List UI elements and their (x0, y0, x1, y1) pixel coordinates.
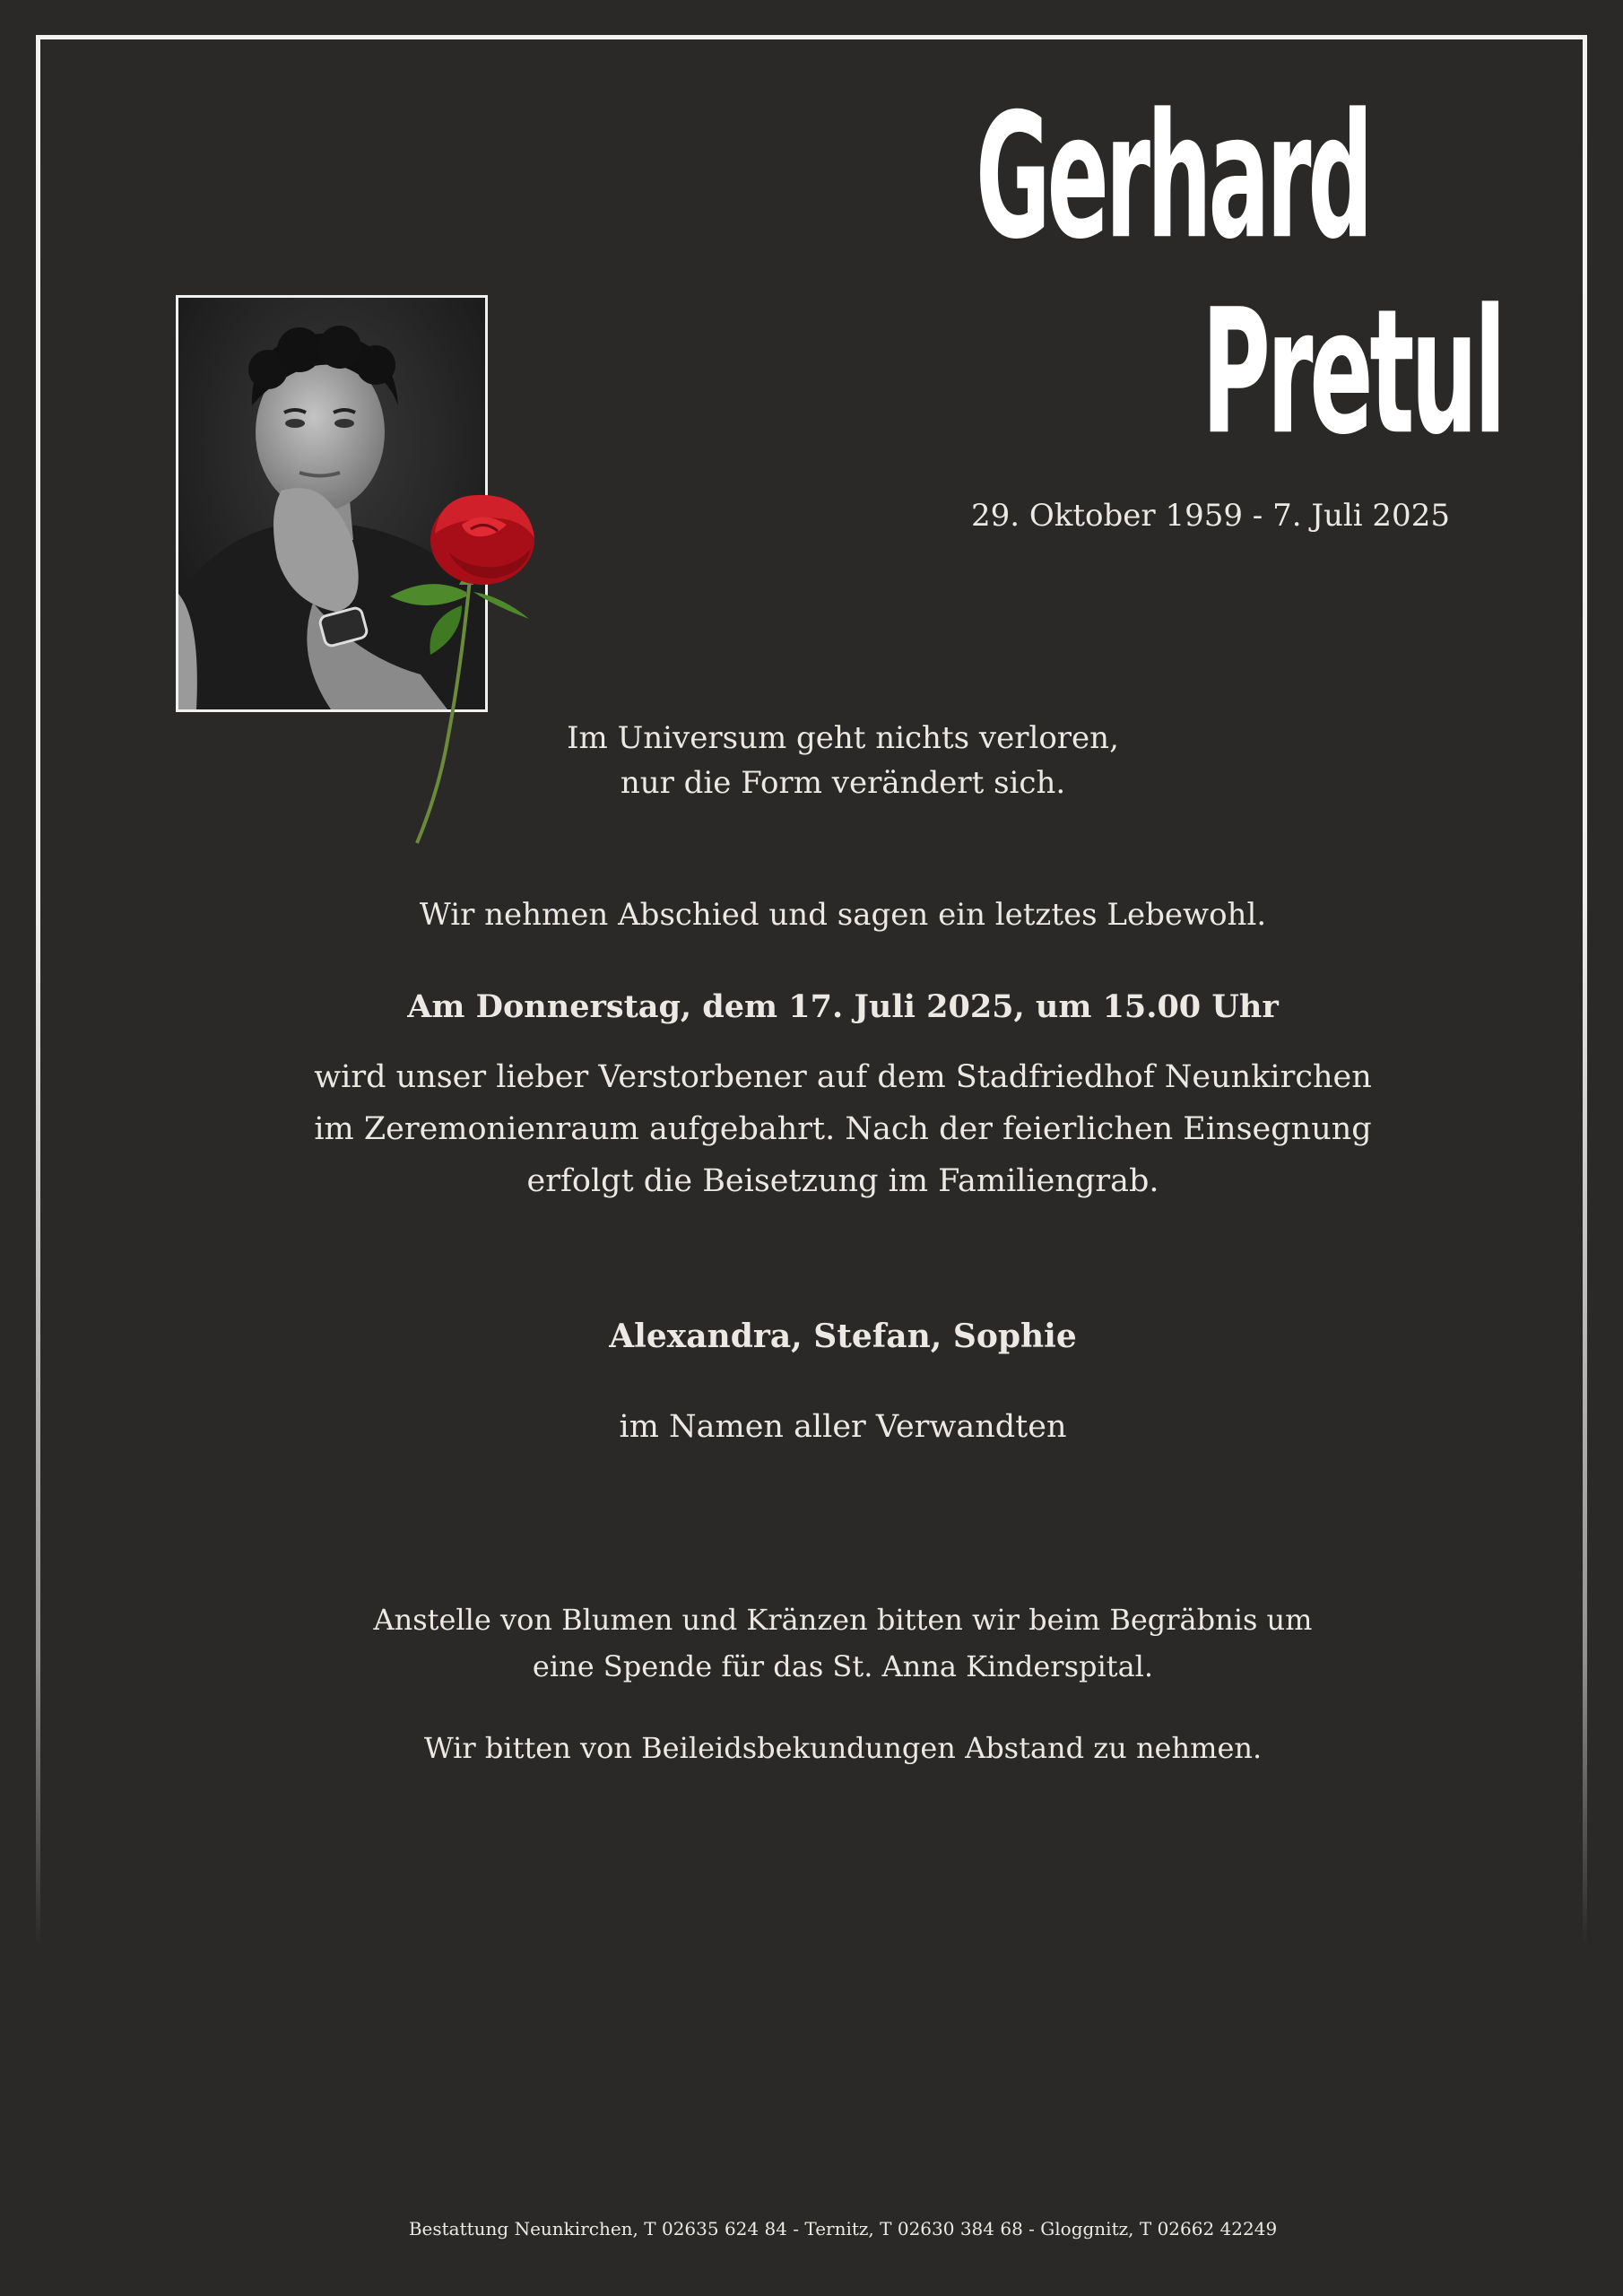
ceremony-line-2: im Zeremonienraum aufgebahrt. Nach der feierlichen Einsegnung (314, 1111, 1372, 1147)
donation-line-2: eine Spende für das St. Anna Kinderspital. (532, 1649, 1154, 1683)
memorial-quote (269, 716, 1417, 805)
ceremony-details (269, 1051, 1417, 1207)
deceased-first-name: Gerhard (976, 77, 1370, 278)
rose-leaf (473, 592, 529, 619)
relatives-line: im Namen aller Verwandten (619, 1409, 1067, 1445)
donation-request (269, 1596, 1417, 1690)
ceremony-line-1: wird unser lieber Verstorbener auf dem Stadfriedhof Neunkirchen (314, 1059, 1372, 1095)
condolence-note: Wir bitten von Beileidsbekundungen Abstand zu nehmen. (423, 1731, 1263, 1765)
frame-right-border (1583, 35, 1587, 1945)
ceremony-line-3: erfolgt die Beisetzung im Familiengrab. (526, 1163, 1159, 1199)
quote-line-2: nur die Form verändert sich. (620, 765, 1066, 801)
rose-bloom (430, 495, 534, 585)
rose-leaf (390, 584, 466, 605)
funeral-home-footer: Bestattung Neunkirchen, T 02635 624 84 - Ternitz, T 02630 384 68 - Gloggnitz, T 02662 42249 (408, 2218, 1278, 2239)
mourner-names: Alexandra, Stefan, Sophie (609, 1318, 1077, 1355)
ceremony-date: Am Donnerstag, dem 17. Juli 2025, um 15.00 Uhr (407, 988, 1279, 1025)
farewell-text: Wir nehmen Abschied und sagen ein letztes Lebewohl. (419, 897, 1267, 933)
rose-leaf (430, 605, 462, 655)
quote-line-1: Im Universum geht nichts verloren, (567, 720, 1119, 756)
deceased-last-name: Pretul (1202, 273, 1503, 474)
life-dates: 29. Oktober 1959 - 7. Juli 2025 (971, 498, 1450, 534)
donation-line-1: Anstelle von Blumen und Kränzen bitten wir beim Begräbnis um (373, 1603, 1313, 1637)
frame-left-border (36, 35, 40, 1945)
frame-top-border (36, 35, 1587, 39)
